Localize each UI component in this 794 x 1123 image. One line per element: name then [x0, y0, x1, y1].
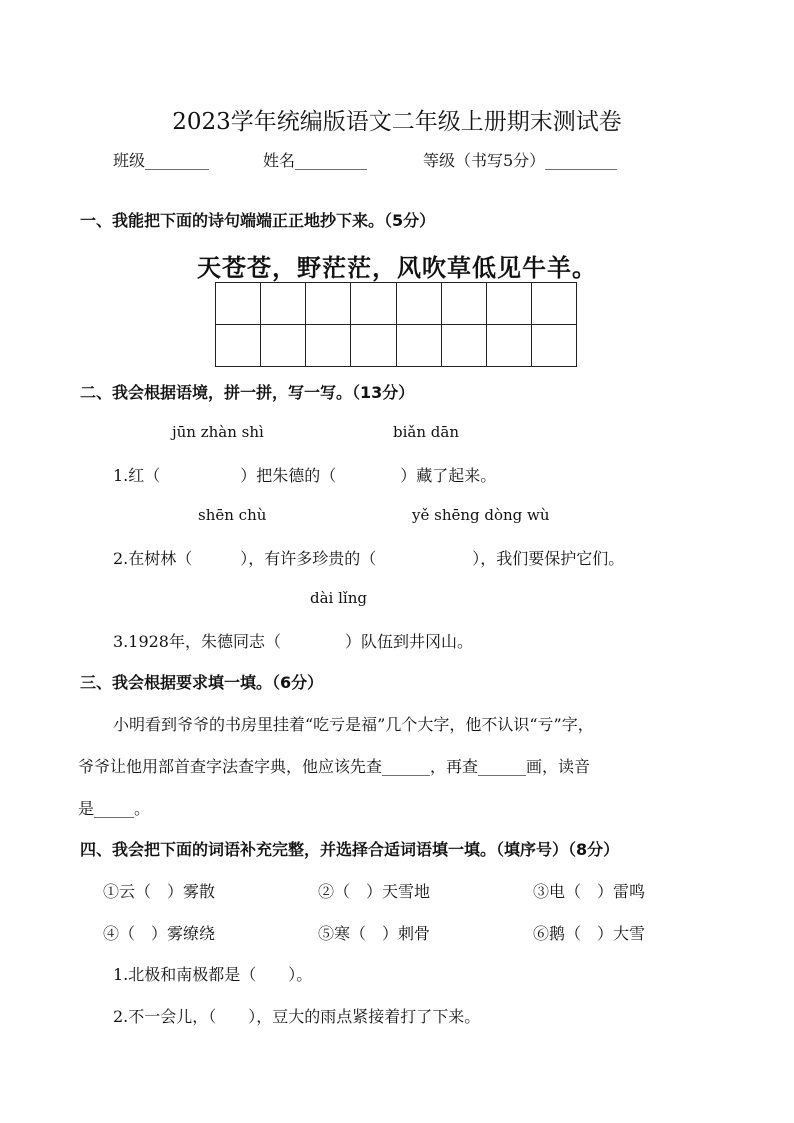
section3-line3[interactable]: 是_____。	[78, 799, 151, 818]
question-2-1[interactable]: 1.红（ ）把朱德的（ ）藏了起来。	[113, 466, 497, 485]
page-title: 2023学年统编版语文二年级上册期末测试卷	[172, 109, 622, 135]
section4-heading: 四、我会把下面的词语补充完整，并选择合适词语填一填。（填序号）（8分）	[80, 840, 620, 859]
pinyin-3: dài lǐng	[310, 589, 367, 607]
pinyin-2a: shēn chù	[198, 506, 267, 524]
idiom-item[interactable]: ③电（ ）雷鸣	[533, 882, 646, 901]
idiom-item[interactable]: ②（ ）天雪地	[318, 882, 431, 901]
class-field[interactable]: 班级________	[113, 151, 210, 170]
question-4-1[interactable]: 1.北极和南极都是（ ）。	[113, 965, 313, 984]
question-4-2[interactable]: 2.不一会儿，（ ），豆大的雨点紧接着打了下来。	[113, 1007, 481, 1026]
idiom-item[interactable]: ④（ ）雾缭绕	[103, 924, 216, 943]
writing-grid[interactable]	[215, 282, 577, 367]
idiom-item[interactable]: ⑥鹅（ ）大雪	[533, 924, 646, 943]
pinyin-1b: biǎn dān	[393, 423, 459, 441]
section1-heading: 一、我能把下面的诗句端端正正地抄下来。（5分）	[80, 211, 436, 230]
poem-line: 天苍苍，野茫茫，风吹草低见牛羊。	[197, 253, 597, 282]
grade-field[interactable]: 等级（书写5分）_________	[423, 151, 618, 170]
pinyin-1a: jūn zhàn shì	[172, 423, 264, 441]
section2-heading: 二、我会根据语境，拼一拼，写一写。（13分）	[80, 383, 415, 402]
idiom-item[interactable]: ①云（ ）雾散	[103, 882, 216, 901]
idiom-item[interactable]: ⑤寒（ ）刺骨	[318, 924, 431, 943]
question-2-2[interactable]: 2.在树林（ ），有许多珍贵的（ ），我们要保护它们。	[113, 549, 625, 568]
section3-heading: 三、我会根据要求填一填。（6分）	[80, 673, 324, 692]
question-2-3[interactable]: 3.1928年，朱德同志（ ）队伍到井冈山。	[113, 632, 473, 651]
section3-line2[interactable]: 爷爷让他用部首查字法查字典，他应该先查______，再查______画，读音	[78, 757, 591, 776]
section3-line1: 小明看到爷爷的书房里挂着“吃亏是福”几个大字，他不认识“亏”字，	[113, 715, 594, 734]
name-field[interactable]: 姓名_________	[263, 151, 368, 170]
pinyin-2b: yě shēng dòng wù	[412, 506, 550, 524]
